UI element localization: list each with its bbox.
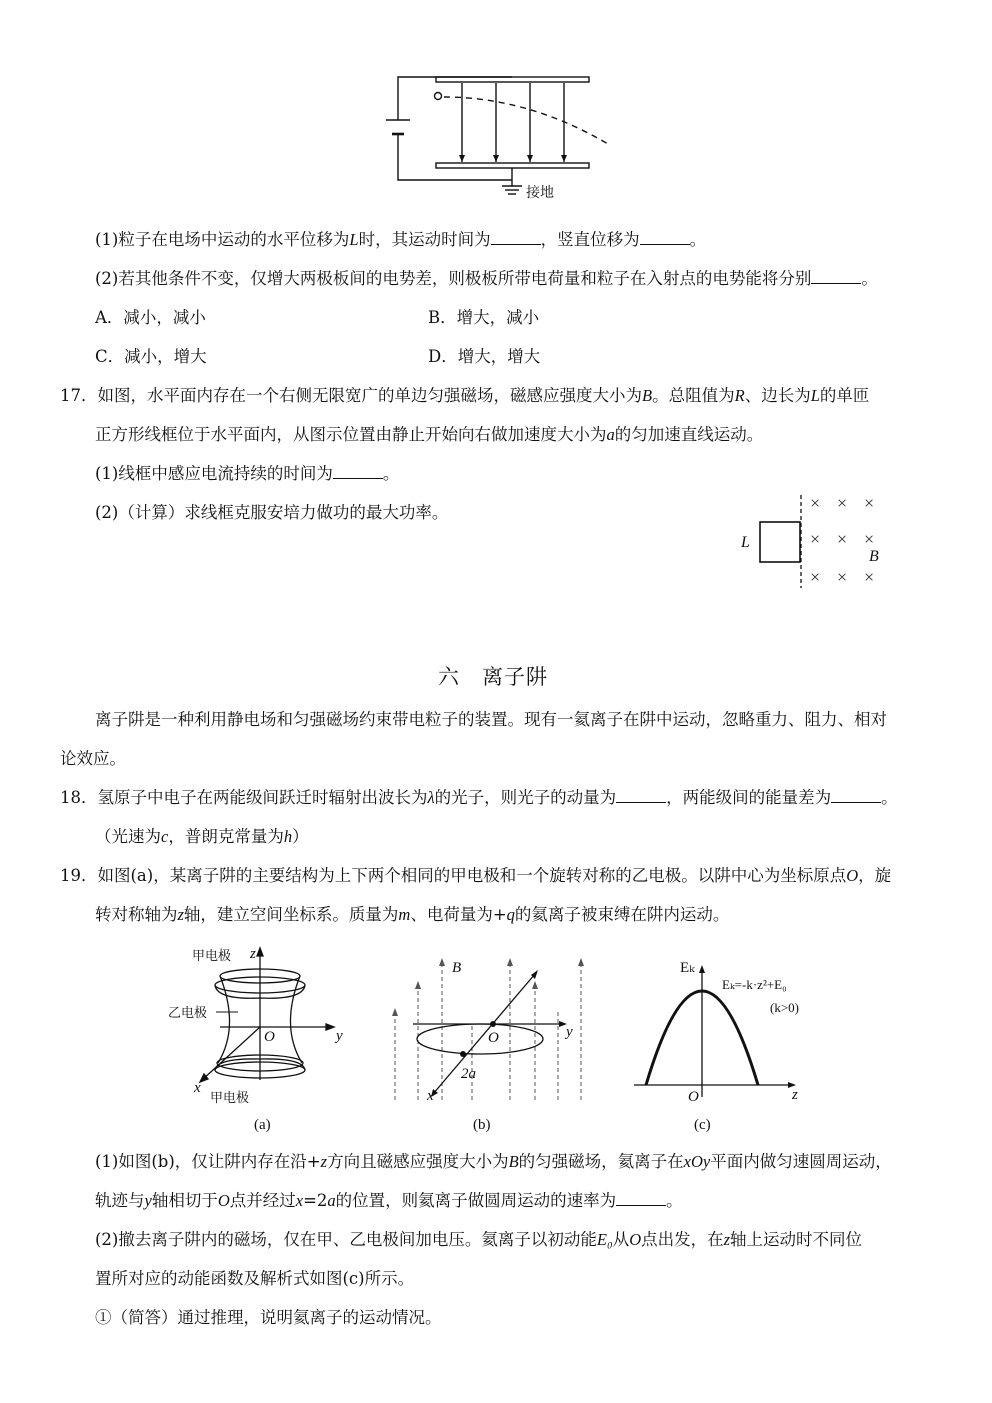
cross-mark: × (810, 493, 821, 513)
label-yi: 乙电极 (168, 1006, 208, 1021)
caption-b: (b) (473, 1117, 491, 1133)
cross-mark: × (837, 529, 848, 549)
axis-z-label: z (792, 1087, 798, 1103)
field-B-label: B (869, 548, 879, 565)
axis-y-label: y (566, 1024, 573, 1040)
cross-mark: × (864, 567, 875, 587)
ion-trap-figure-b (385, 950, 595, 1135)
cross-mark: × (837, 493, 848, 513)
cross-mark: × (810, 567, 821, 587)
q19-part1-line1: (1)如图(b)，仅让阱内存在沿+z方向且磁感应强度大小为B的匀强磁场，氦离子在xOy平面内做匀速圆周运动， (95, 1152, 892, 1171)
q16-part1: (1)粒子在电场中运动的水平位移为L时，其运动时间为 ，竖直位移为 。 (95, 230, 707, 249)
axis-x-label: x (427, 1088, 434, 1104)
q19-line1: 19．如图(a)，某离子阱的主要结构为上下两个相同的甲电极和一个旋转对称的乙电极。以阱中心为坐标原点O，旋 (60, 866, 892, 885)
label-jia-top: 甲电极 (192, 949, 232, 964)
option-b[interactable]: B．增大，减小 (428, 308, 540, 327)
field-B-label: B (452, 960, 462, 976)
q19-part2-line2: 置所对应的动能函数及解析式如图(c)所示。 (95, 1269, 415, 1288)
answer-blank[interactable] (491, 229, 541, 245)
origin-label: O (264, 1029, 275, 1045)
q19-part2-line1: (2)撤去离子阱内的磁场，仅在甲、乙电极间加电压。氦离子以初动能E₀从O点出发，在z轴上运动时不同位 (95, 1230, 863, 1249)
label-jia-bottom: 甲电极 (210, 1091, 250, 1106)
answer-blank[interactable] (640, 229, 690, 245)
ground-label: 接地 (526, 185, 554, 201)
answer-blank[interactable] (616, 787, 666, 803)
q19-part1-line2: 轨迹与y轴相切于O点并经过x=2a的位置，则氦离子做圆周运动的速率为 。 (95, 1191, 683, 1210)
cross-mark: × (837, 567, 848, 587)
q19-part2-line3: ①（简答）通过推理，说明氦离子的运动情况。 (95, 1308, 442, 1327)
cross-mark: × (810, 529, 821, 549)
answer-blank[interactable] (333, 463, 383, 479)
q17-line2: 正方形线框位于水平面内，从图示位置由静止开始向右做加速度大小为a的匀加速直线运动。 (95, 425, 764, 444)
ion-trap-figure-a (160, 940, 360, 1135)
q18-line2: （光速为c，普朗克常量为h） (95, 827, 309, 846)
q16-part2: (2)若其他条件不变，仅增大两极板间的电势差，则极板所带电荷量和粒子在入射点的电势能将分别 。 (95, 269, 878, 288)
intro-line1: 离子阱是一种利用静电场和匀强磁场约束带电粒子的装置。现有一氦离子在阱中运动，忽略重力、阻力、相对 (95, 710, 887, 729)
option-c[interactable]: C．减小，增大 (95, 347, 207, 366)
caption-c: (c) (694, 1117, 711, 1133)
q18-line1: 18．氢原子中电子在两能级间跃迁时辐射出波长为λ的光子，则光子的动量为 ，两能级间的能量差为 。 (60, 788, 898, 807)
axis-z-label: z (250, 946, 256, 962)
field-cross-marks (810, 493, 874, 587)
axis-y-label: y (336, 1028, 343, 1044)
point-2a-label: 2a (461, 1066, 476, 1082)
cross-mark: × (864, 493, 875, 513)
answer-blank[interactable] (616, 1190, 666, 1206)
option-a[interactable]: A．减小，减小 (95, 308, 206, 327)
axis-Ek-label: Eₖ (680, 960, 695, 976)
intro-line2: 论效应。 (60, 749, 126, 768)
axis-x-label: x (194, 1080, 201, 1096)
origin-label: O (688, 1089, 699, 1105)
answer-blank[interactable] (811, 268, 861, 284)
capacitor-figure (378, 62, 618, 204)
magnetic-field-figure (735, 490, 895, 590)
q17-part1: (1)线框中感应电流持续的时间为 。 (95, 464, 400, 483)
energy-graph-figure-c (630, 955, 810, 1135)
q17-line1: 17．如图，水平面内存在一个右侧无限宽广的单边匀强磁场，磁感应强度大小为B。总阻值为R、边长为L的单匝 (60, 386, 870, 405)
section-title: 六 离子阱 (438, 665, 548, 689)
option-d[interactable]: D．增大，增大 (428, 347, 541, 366)
origin-label: O (488, 1030, 499, 1046)
caption-a: (a) (254, 1117, 271, 1133)
answer-blank[interactable] (831, 787, 881, 803)
formula-label: Eₖ=-k·z²+E₀ (722, 977, 787, 992)
side-length-label: L (741, 534, 750, 551)
cross-mark: × (864, 529, 875, 549)
condition-label: (k>0) (770, 1000, 799, 1015)
q19-line2: 转对称轴为z轴，建立空间坐标系。质量为m、电荷量为+q的氦离子被束缚在阱内运动。 (95, 905, 730, 924)
q17-part2: (2)（计算）求线框克服安培力做功的最大功率。 (95, 503, 449, 522)
